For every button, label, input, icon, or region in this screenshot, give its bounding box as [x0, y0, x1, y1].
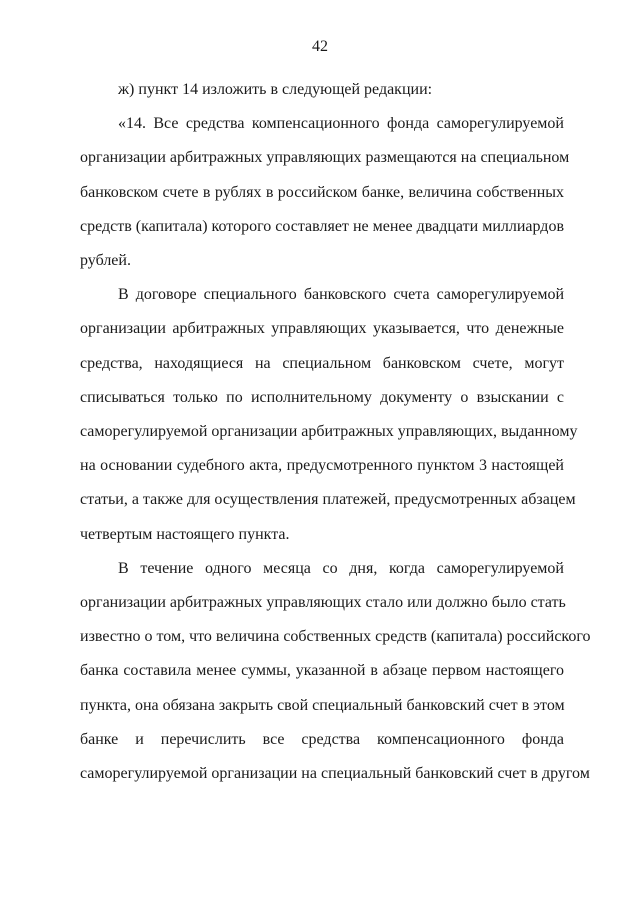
text-line: пункта, она обязана закрыть свой специальный банковский счет в этом — [80, 696, 565, 714]
text-line: банковском счете в рублях в российском банке, величина собственных — [80, 183, 564, 201]
text-line: рублей. — [80, 252, 131, 270]
text-line: В договоре специального банковского счета саморегулируемой — [118, 286, 564, 304]
text-line: организации арбитражных управляющих стало или должно было стать — [80, 594, 566, 612]
text-line: саморегулируемой организации арбитражных управляющих, выданному — [80, 423, 578, 441]
text-line: ж) пункт 14 изложить в следующей редакции: — [118, 81, 433, 98]
text-line: В течение одного месяца со дня, когда саморегулируемой — [118, 559, 564, 577]
text-line: банке и перечислить все средства компенсационного фонда — [80, 730, 564, 748]
text-line: средств (капитала) которого составляет не менее двадцати миллиардов — [80, 217, 564, 235]
paragraph-account-closure — [80, 552, 591, 791]
text-line: банка составила менее суммы, указанной в абзаце первом настоящего — [80, 662, 564, 680]
text-line: средства, находящиеся на специальном банковском счете, могут — [80, 354, 564, 372]
text-line: известно о том, что величина собственных средств (капитала) российского — [80, 628, 591, 646]
text-line: саморегулируемой организации на специальный банковский счет в другом — [80, 765, 590, 783]
text-line: статьи, а также для осуществления платежей, предусмотренных абзацем — [80, 491, 576, 509]
text-line: списываться только по исполнительному документу о взыскании с — [80, 388, 564, 406]
text-line: организации арбитражных управляющих размещаются на специальном — [80, 149, 570, 167]
document-body — [80, 73, 591, 791]
paragraph-amendment-intro — [80, 73, 564, 107]
page-number: 42 — [312, 38, 328, 55]
text-line: на основании судебного акта, предусмотренного пунктом 3 настоящей — [80, 457, 564, 475]
text-line: «14. Все средства компенсационного фонда саморегулируемой — [118, 115, 564, 133]
text-line: организации арбитражных управляющих указывается, что денежные — [80, 320, 564, 338]
paragraph-point-14 — [80, 107, 570, 278]
paragraph-bank-account-contract — [80, 278, 578, 552]
text-line: четвертым настоящего пункта. — [80, 525, 290, 543]
